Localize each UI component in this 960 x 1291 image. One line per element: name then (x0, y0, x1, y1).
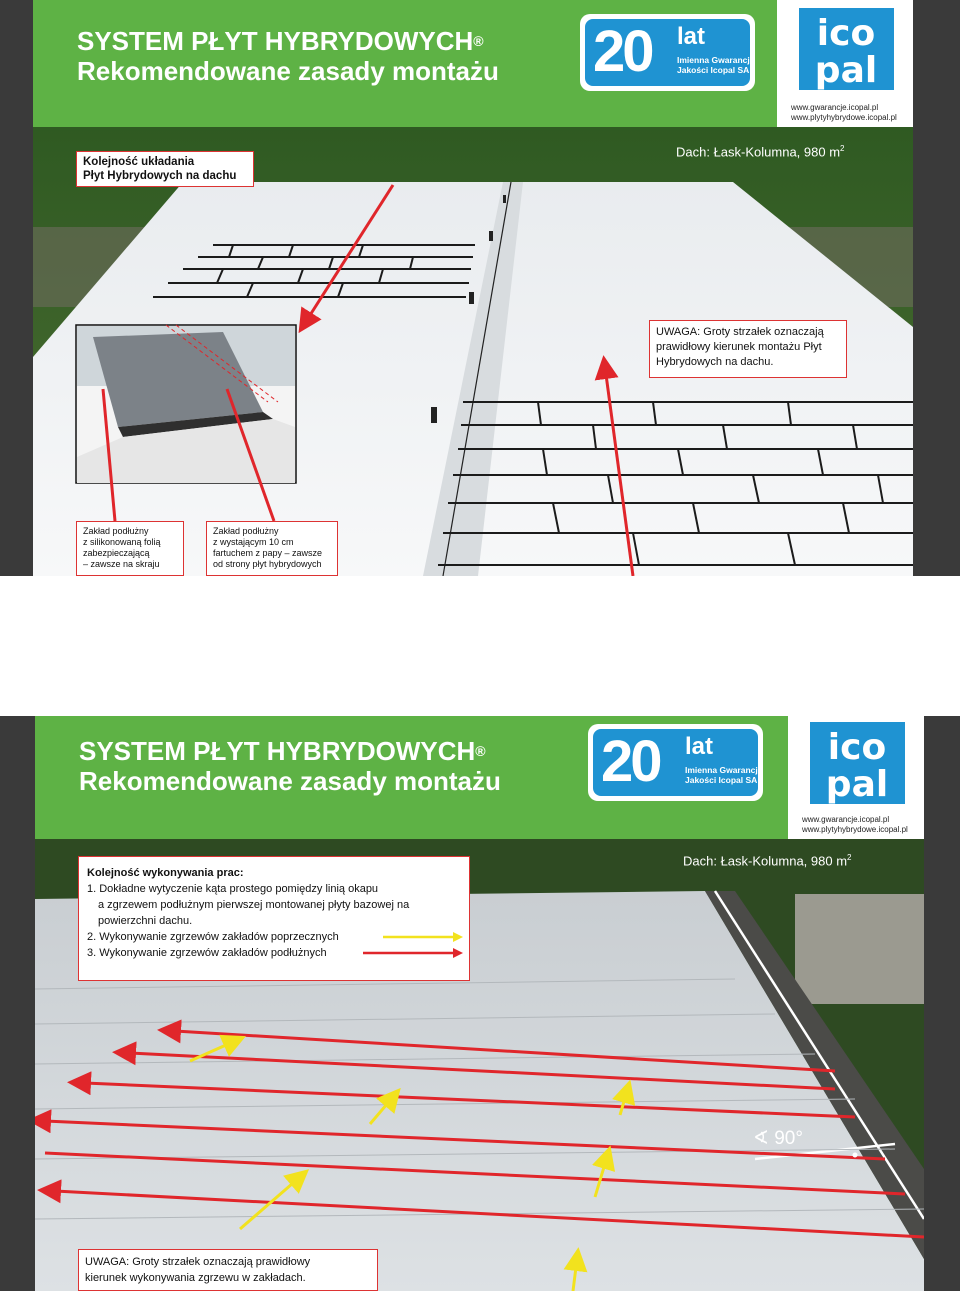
title-line-2: Rekomendowane zasady montażu (79, 766, 501, 796)
logo-urls (802, 815, 908, 835)
icopal-logo-box (788, 716, 924, 839)
logo-text-2: pal (825, 764, 889, 805)
url-2: www.plytyhybrydowe.icopal.pl (802, 825, 908, 834)
logo-text-1: ico (827, 727, 887, 768)
badge-subtitle (685, 765, 763, 785)
icopal-logo-box (777, 0, 913, 127)
note-left-1: Zakład podłużny (83, 526, 149, 536)
building-wall (795, 894, 924, 1004)
roof-location-text: Dach: Łask-Kolumna, 980 m (676, 144, 841, 160)
note-right (206, 521, 338, 576)
warranty-badge (588, 724, 763, 801)
step-1a: 1. Dokładne wytyczenie kąta prostego pomiędzy linią okapu (87, 883, 379, 895)
roof-location-label (683, 853, 851, 868)
step-3: 3. Wykonywanie zgrzewów zakładów podłużnych (87, 947, 327, 959)
step-2: 2. Wykonywanie zgrzewów zakładów poprzecznych (87, 931, 339, 943)
note-left-3: zabezpieczającą (83, 548, 150, 558)
slide-2-content (35, 716, 924, 1291)
roof-location-sup: 2 (840, 144, 845, 153)
step-1b: a zgrzewem podłużnym pierwszej montowanej płyty bazowej na (98, 899, 410, 911)
uwaga-line-3: Hybrydowych na dachu. (656, 356, 774, 368)
title-line-2: Rekomendowane zasady montażu (77, 56, 499, 86)
note-right-2: z wystającym 10 cm (213, 537, 294, 547)
title-line-1: SYSTEM PŁYT HYBRYDOWYCH (77, 26, 474, 56)
icopal-logo (788, 716, 924, 814)
slide-1-header (33, 0, 913, 127)
roof-location-text: Dach: Łask-Kolumna, 980 m (683, 853, 848, 869)
uwaga-line-1: UWAGA: Groty strzałek oznaczają prawidłowy (85, 1256, 311, 1268)
logo-text-1: ico (816, 13, 876, 54)
step-1c: powierzchni dachu. (98, 915, 193, 927)
uwaga-line-2: prawidłowy kierunek montażu Płyt (656, 341, 822, 353)
uwaga-note (78, 1249, 378, 1291)
roof-photo-1 (33, 127, 913, 576)
order-steps-box (78, 856, 470, 981)
logo-urls (791, 103, 897, 123)
logo-text-2: pal (814, 50, 878, 91)
slide-2 (0, 716, 960, 1291)
note-right-4: od strony płyt hybrydowych (213, 559, 322, 569)
uwaga-note (649, 320, 847, 378)
slide-1-content (33, 0, 913, 576)
angle-label: ∢ 90° (753, 1128, 803, 1149)
steps-heading: Kolejność wykonywania prac: (87, 867, 244, 879)
badge-lat: lat (677, 23, 706, 50)
slide-2-header (35, 716, 924, 839)
badge-line-2: Jakości Icopal SA (685, 775, 758, 785)
order-line-1: Kolejność układania (83, 156, 195, 168)
registered-mark: ® (475, 743, 486, 759)
url-2: www.plytyhybrydowe.icopal.pl (791, 113, 897, 122)
order-line-2: Płyt Hybrydowych na dachu (83, 170, 237, 182)
warranty-badge (580, 14, 755, 91)
note-left-2: z silikonowaną folią (83, 537, 161, 547)
badge-number: 20 (601, 729, 660, 794)
note-right-1: Zakład podłużny (213, 526, 279, 536)
slide-1 (0, 0, 960, 576)
badge-number: 20 (593, 19, 652, 84)
note-left-4: – zawsze na skraju (83, 559, 160, 569)
title-line-1: SYSTEM PŁYT HYBRYDOWYCH (79, 736, 476, 766)
badge-line-1: Imienna Gwarancja (685, 765, 763, 775)
uwaga-line-1: UWAGA: Groty strzałek oznaczają (656, 326, 824, 338)
roof-photo-2 (35, 839, 924, 1291)
badge-lat: lat (685, 733, 714, 760)
uwaga-line-2: kierunek wykonywania zgrzewu w zakładach. (85, 1272, 306, 1284)
badge-subtitle (677, 55, 755, 75)
icopal-logo (777, 0, 913, 100)
note-left (76, 521, 184, 576)
note-right-3: fartuchem z papy – zawsze (213, 548, 323, 558)
url-1: www.gwarancje.icopal.pl (791, 103, 879, 112)
badge-line-1: Imienna Gwarancja (677, 55, 755, 65)
url-1: www.gwarancje.icopal.pl (802, 815, 890, 824)
badge-line-2: Jakości Icopal SA (677, 65, 750, 75)
slide-1-title (77, 26, 499, 86)
roof-location-sup: 2 (847, 853, 852, 862)
registered-mark: ® (473, 33, 484, 49)
slide-2-title (79, 736, 501, 796)
order-label (76, 151, 254, 187)
roof-location-label (676, 144, 844, 159)
yellow-arrow-legend (383, 932, 463, 942)
red-arrow-legend (363, 948, 463, 958)
